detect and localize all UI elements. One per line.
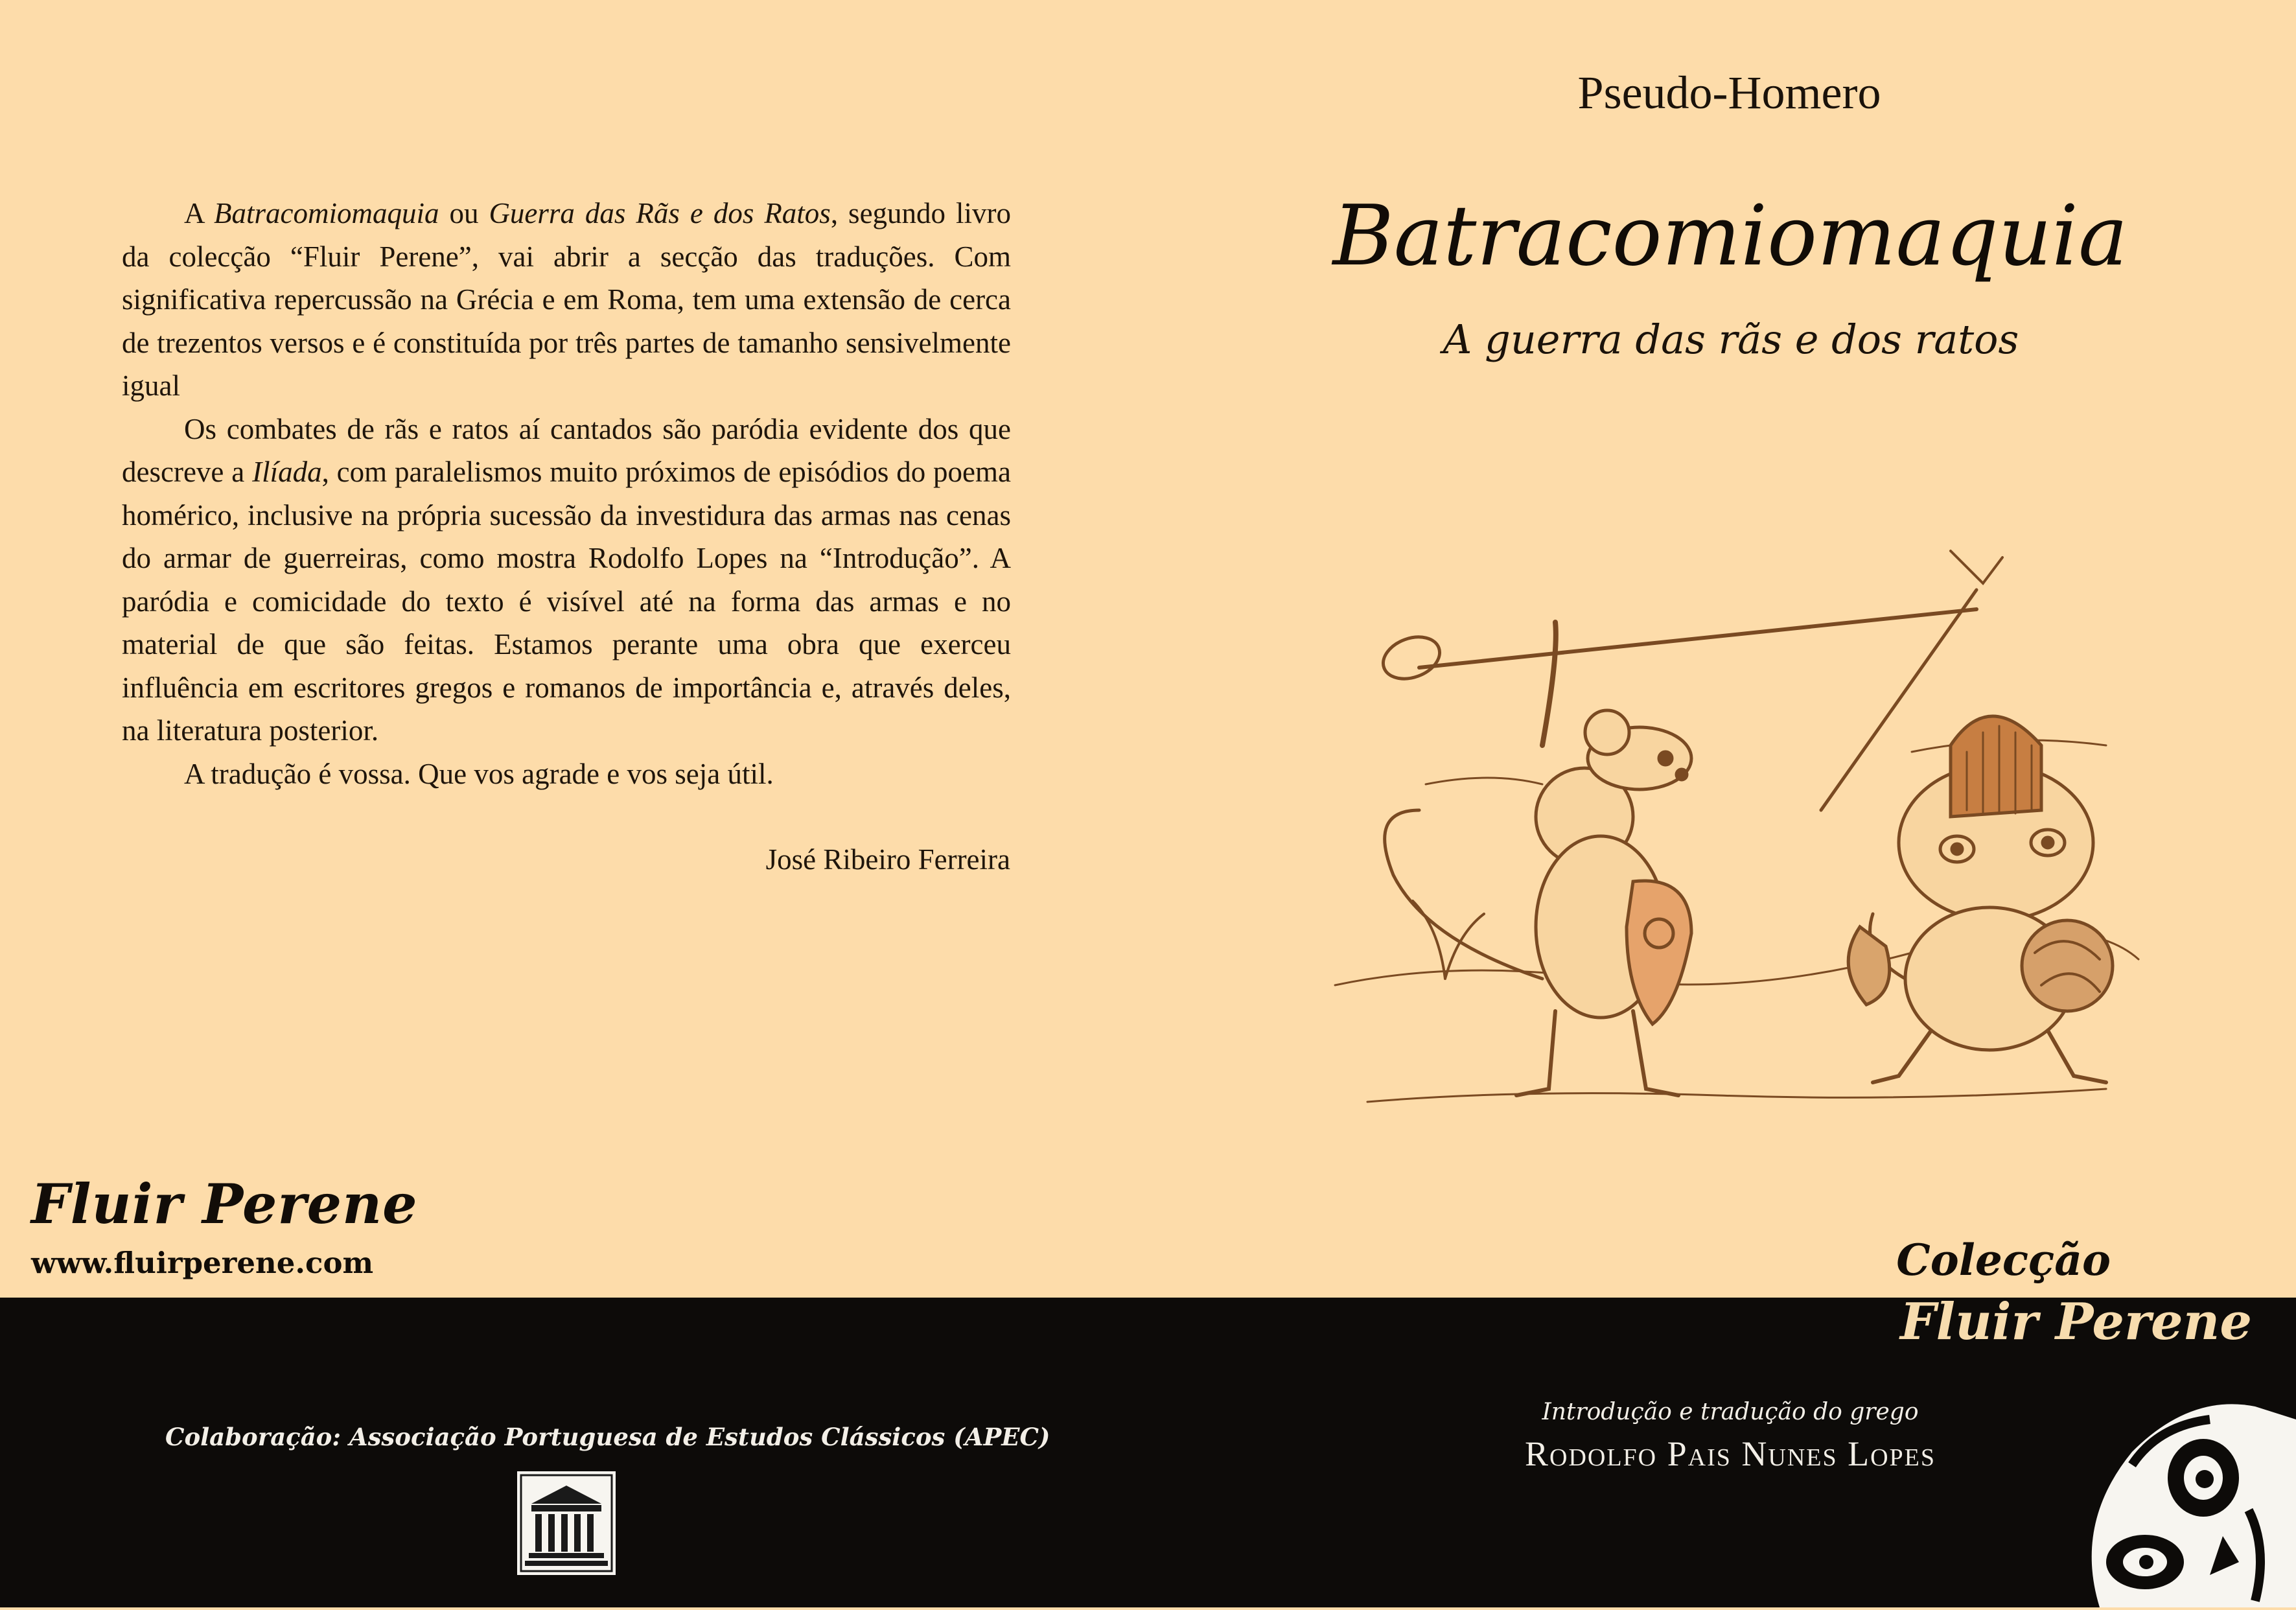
collection-name: Fluir Perene xyxy=(1900,1292,2252,1351)
publisher-name: Fluir Perene xyxy=(31,1172,418,1236)
book-title: Batracomiomaquia xyxy=(1332,188,2128,285)
book-subtitle: A guerra das rãs e dos ratos xyxy=(1443,316,2019,363)
collaboration-credit: Colaboração: Associação Portuguesa de Estudos Clássicos (APEC) xyxy=(165,1423,1050,1451)
translator-name: Rodolfo Pais Nunes Lopes xyxy=(1524,1434,1936,1473)
intro-credit: Introdução e tradução do grego xyxy=(1542,1399,1919,1425)
mouse-and-frog-illustration xyxy=(1328,538,2145,1121)
author-name: Pseudo-Homero xyxy=(1577,67,1881,119)
blurb-signature: José Ribeiro Ferreira xyxy=(765,843,1010,876)
publisher-website: www.fluirperene.com xyxy=(31,1246,374,1280)
back-cover-blurb xyxy=(122,192,1011,795)
owl-logo-icon xyxy=(2061,1381,2296,1607)
apec-temple-logo xyxy=(517,1471,616,1575)
blurb-paragraph-1: A Batracomiomaquia ou Guerra das Rãs e dos Ratos, segundo livro da colecção “Fluir Perene”, vai abrir a secção das traduções. Com significativa repercussão na Grécia e em Roma, tem uma extensão de cerca de trezentos versos e é constituída por três partes de tamanho sensivelmente igual xyxy=(122,197,1012,402)
blurb-paragraph-3: A tradução é vossa. Que vos agrade e vos seja útil. xyxy=(184,757,774,790)
collection-label: Colecção xyxy=(1896,1235,2111,1285)
blurb-paragraph-2: Os combates de rãs e ratos aí cantados são paródia evidente dos que descreve a Ilíada, com paralelismos muito próximos de episódios do poema homérico, inclusive na própria sucessão da investidura das armas nas cenas do armar de guerreiras, como mostra Rodolfo Lopes na “Introdução”. A paródia e comicidade do texto é visível até na forma das armas e no material de que são feitas. Estamos perante uma obra que exerceu influência em escritores gregos e romanos de importância e, através deles, na literatura posterior. xyxy=(122,412,1011,747)
